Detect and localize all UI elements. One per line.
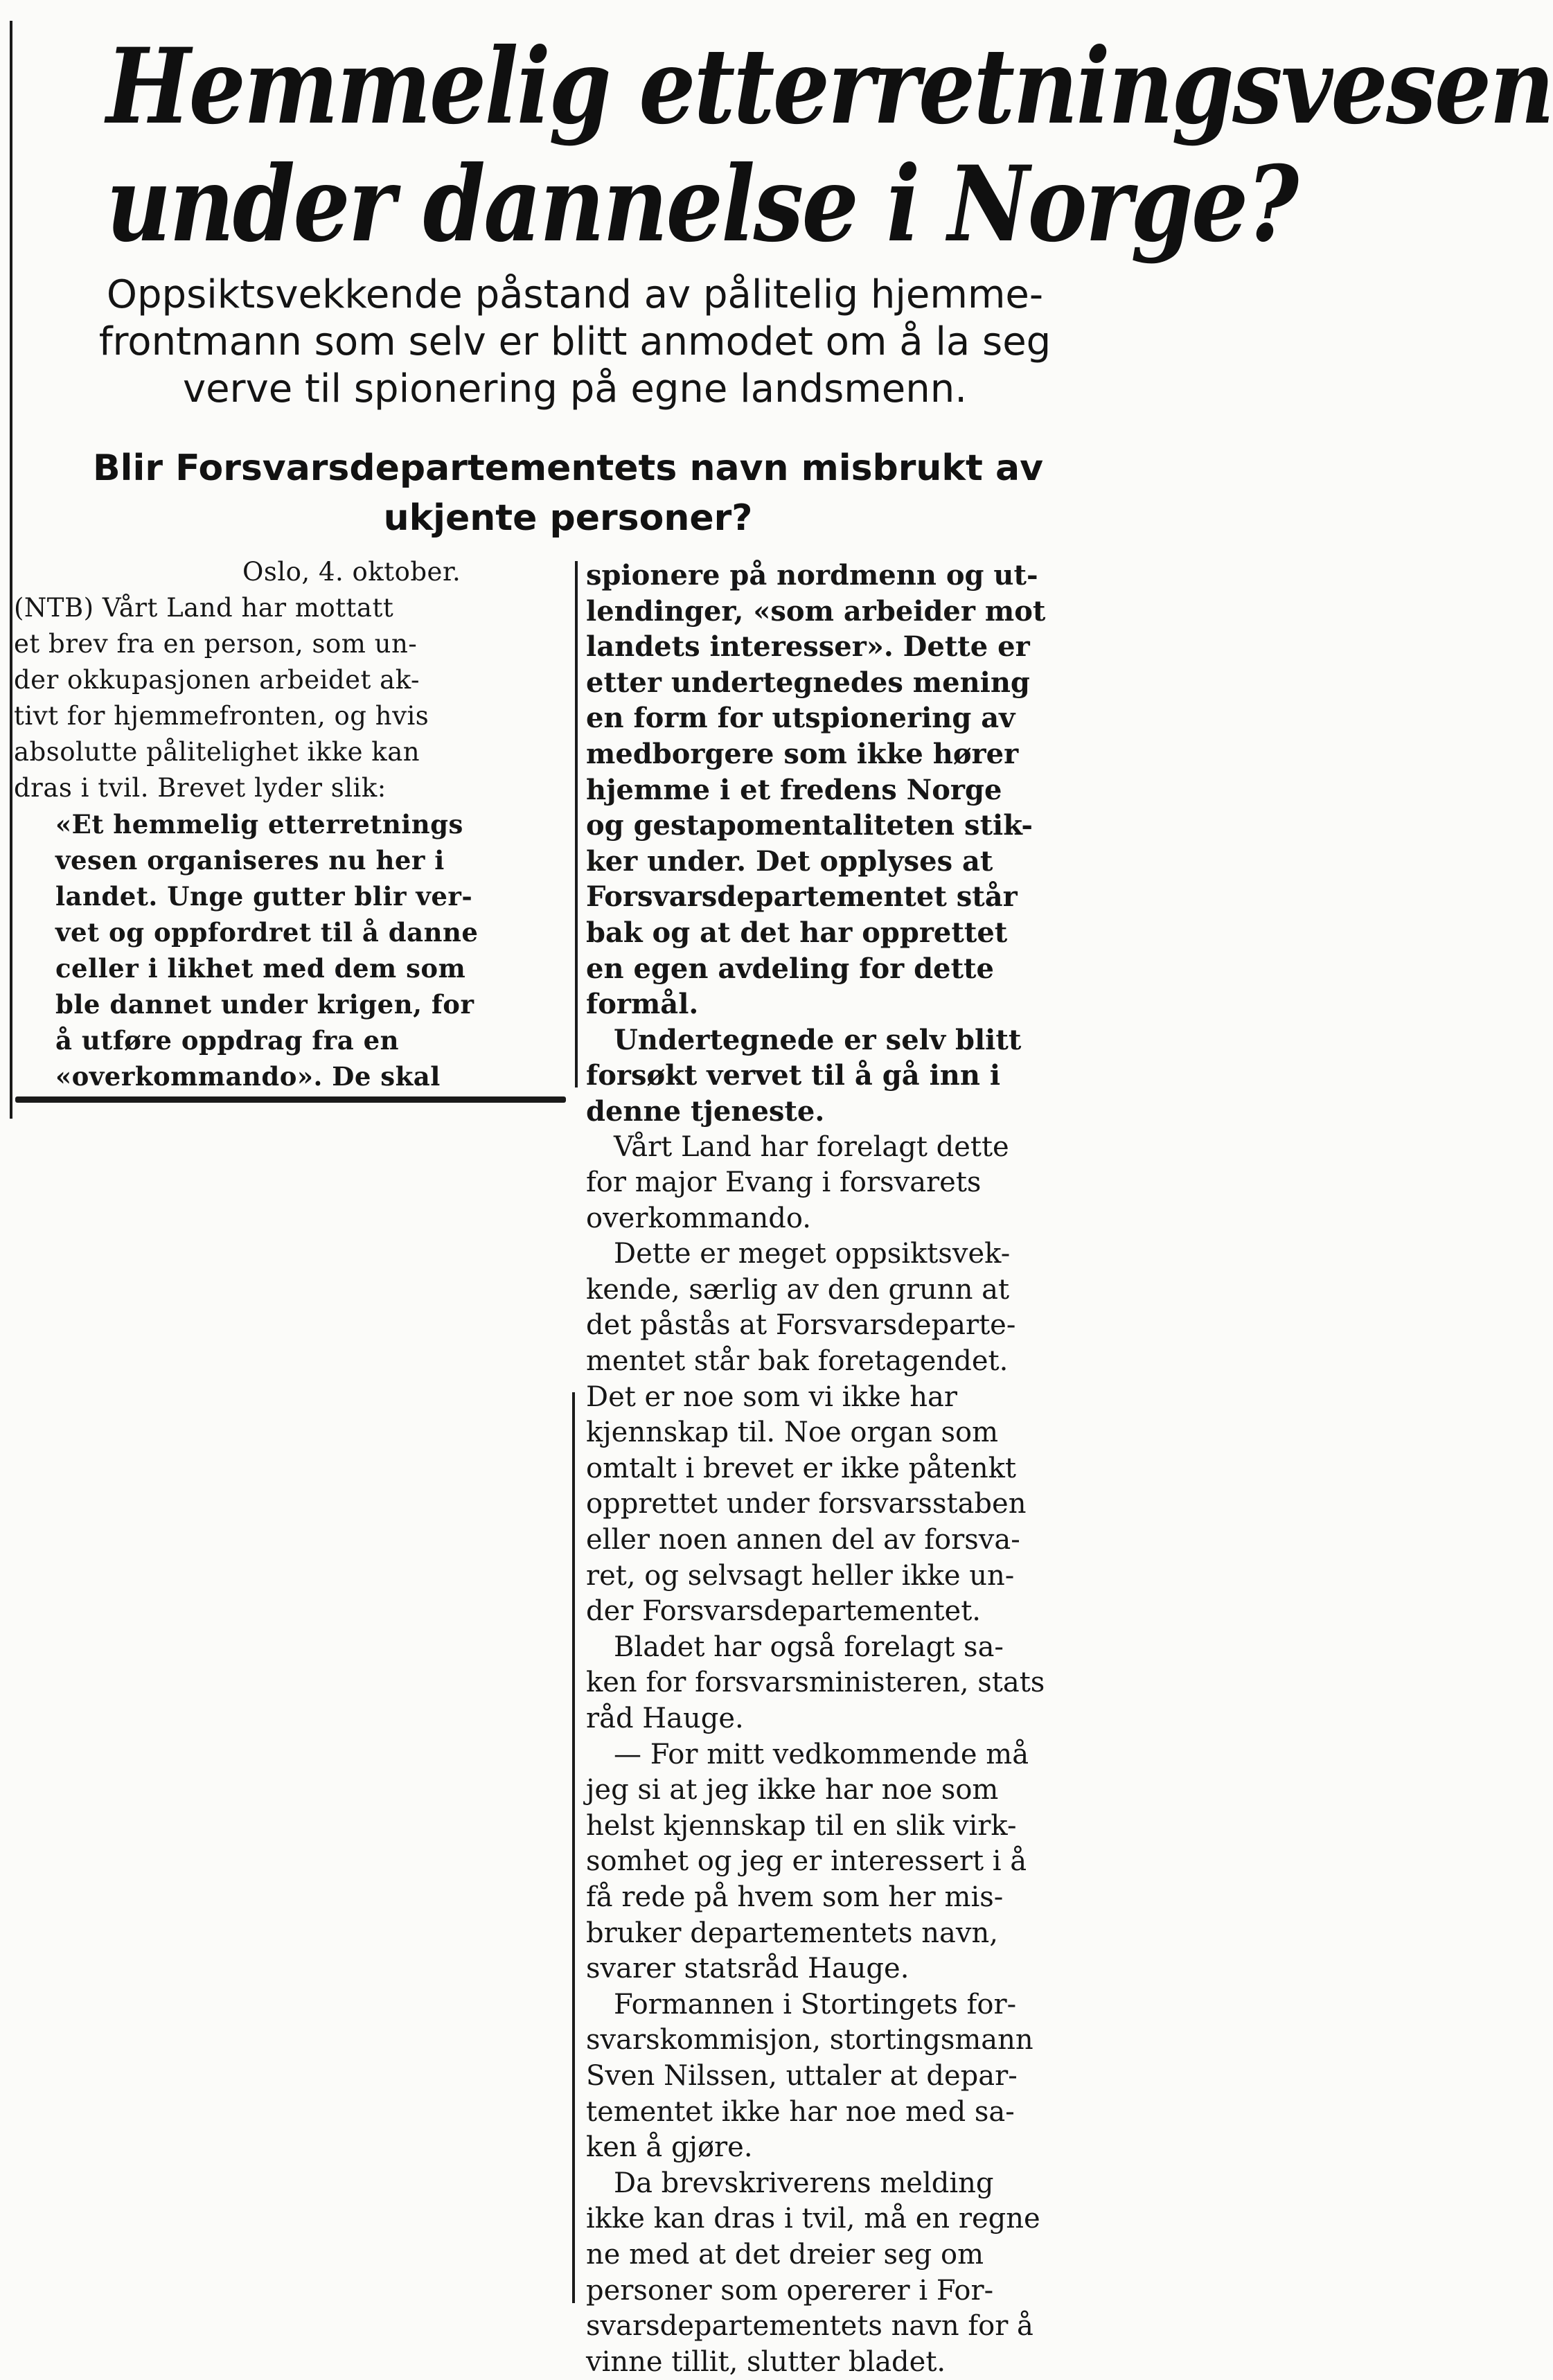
subheadline — [35, 443, 1101, 543]
body-line: ret, og selvsagt heller ikke un- — [586, 1559, 1015, 1592]
body-line: råd Hauge. — [586, 1703, 744, 1734]
body-line: kjennskap til. Noe organ som — [586, 1417, 998, 1449]
left-border-rule — [10, 21, 12, 1119]
body-line: tementet ikke har noe med sa- — [586, 2095, 1015, 2128]
body-line: for major Evang i forsvarets — [586, 1166, 982, 1199]
body-line: Formannen i Stortingets for- — [614, 1988, 1017, 2021]
body-line: jeg si at jeg ikke har noe som — [586, 1774, 999, 1806]
body-line: Sven Nilssen, uttaler at depar- — [586, 2059, 1018, 2092]
body-line: et brev fra en person, som un- — [14, 629, 418, 659]
body-line: svarer statsråd Hauge. — [586, 1953, 909, 1985]
quote-line: etter undertegnedes mening — [586, 666, 1030, 699]
quote-line: bak og at det har opprettet — [586, 916, 1008, 949]
deck-line-1: Oppsiktsvekkende påstand av pålitelig hjemme- — [106, 272, 1044, 317]
quote-line: vesen organiseres nu her i — [55, 845, 445, 876]
quote-line: lendinger, «som arbeider mot — [586, 594, 1046, 628]
quote-line: å utføre oppdrag fra en — [55, 1025, 400, 1056]
body-line: mentet står bak foretagendet. — [586, 1345, 1009, 1378]
subheadline-line-1: Blir Forsvarsdepartementets navn misbrukt av — [93, 447, 1043, 489]
body-line: kende, særlig av den grunn at — [586, 1273, 1010, 1306]
body-line: Dette er meget oppsiktsvek- — [614, 1238, 1011, 1270]
headline-line-2: under dannelse i Norge? — [106, 143, 1297, 265]
quote-line: ker under. Det opplyses at — [586, 844, 993, 878]
body-line: somhet og jeg er interessert i å — [586, 1845, 1027, 1878]
quote-line: «overkommando». De skal — [55, 1061, 441, 1092]
quote-line: medborgere som ikke hører — [586, 737, 1019, 770]
body-line: det påstås at Forsvarsdeparte- — [586, 1309, 1016, 1342]
left-column — [14, 554, 558, 1094]
body-line: der Forsvarsdepartementet. — [586, 1595, 981, 1628]
body-line: overkommando. — [586, 1202, 811, 1234]
body-line: eller noen annen del av forsva- — [586, 1524, 1020, 1556]
headline-line-1: Hemmelig etterretningsvesen — [106, 26, 1553, 148]
quote-line: vet og oppfordret til å danne — [55, 917, 479, 948]
body-line: Bladet har også forelagt sa- — [614, 1631, 1004, 1663]
body-line: Vårt Land har forelagt dette — [614, 1130, 1009, 1163]
body-line: svarsdepartementets navn for å — [586, 2310, 1033, 2343]
quote-line: «Et hemmelig etterretnings — [55, 809, 463, 840]
body-line: opprettet under forsvarsstaben — [586, 1488, 1027, 1520]
quote-line: en form for utspionering av — [586, 702, 1015, 735]
headline — [106, 26, 1553, 265]
quote-line: forsøkt vervet til å gå inn i — [586, 1059, 1001, 1092]
body-line: ikke kan dras i tvil, må en regne — [586, 2203, 1040, 2235]
body-line: der okkupasjonen arbeidet ak- — [14, 665, 420, 695]
quote-line: hjemme i et fredens Norge — [586, 773, 1002, 806]
body-line: svarskommisjon, stortingsmann — [586, 2024, 1033, 2057]
right-column — [586, 558, 1140, 2380]
body-line: bruker departementets navn, — [586, 1917, 998, 1949]
deck — [21, 272, 1129, 413]
body-line: — For mitt vedkommende må — [614, 1738, 1029, 1770]
body-line: vinne tillit, slutter bladet. — [586, 2345, 946, 2378]
quote-line: Undertegnede er selv blitt — [614, 1023, 1022, 1056]
body-line: ken for forsvarsministeren, stats — [586, 1667, 1045, 1699]
body-line: ken å gjøre. — [586, 2131, 753, 2164]
column-separator — [572, 1392, 575, 2303]
body-line: dras i tvil. Brevet lyder slik: — [14, 773, 387, 803]
quote-line: Forsvarsdepartementet står — [586, 880, 1018, 914]
quote-line: ble dannet under krigen, for — [55, 989, 474, 1020]
subheadline-line-2: ukjente personer? — [383, 497, 753, 539]
body-line: få rede på hvem som her mis- — [586, 1881, 1004, 1913]
dateline: Oslo, 4. oktober. — [242, 557, 461, 587]
column-end-rule — [15, 1096, 566, 1103]
quote-line: celler i likhet med dem som — [55, 953, 466, 984]
quote-line: formål. — [586, 988, 699, 1021]
body-line: absolutte pålitelighet ikke kan — [14, 737, 420, 767]
quote-line: denne tjeneste. — [586, 1094, 825, 1128]
column-separator — [575, 561, 578, 1087]
body-line: helst kjennskap til en slik virk- — [586, 1809, 1017, 1842]
quote-line: landet. Unge gutter blir ver- — [55, 881, 473, 912]
quote-line: og gestapomentaliteten stik- — [586, 809, 1033, 842]
body-line: omtalt i brevet er ikke påtenkt — [586, 1452, 1016, 1484]
body-line: Det er noe som vi ikke har — [586, 1380, 958, 1413]
quote-line: spionere på nordmenn og ut- — [586, 559, 1038, 592]
deck-line-3: verve til spionering på egne landsmenn. — [182, 366, 968, 411]
deck-line-2: frontmann som selv er blitt anmodet om å la seg — [98, 319, 1051, 364]
body-line: ne med at det dreier seg om — [586, 2238, 984, 2271]
body-line: Da brevskriverens melding — [614, 2167, 994, 2199]
body-line: (NTB) Vårt Land har mottatt — [14, 593, 394, 623]
quote-line: landets interesser». Dette er — [586, 630, 1030, 664]
body-line: personer som opererer i For- — [586, 2274, 994, 2307]
body-line: tivt for hjemmefronten, og hvis — [14, 701, 429, 731]
quote-line: en egen avdeling for dette — [586, 952, 994, 985]
